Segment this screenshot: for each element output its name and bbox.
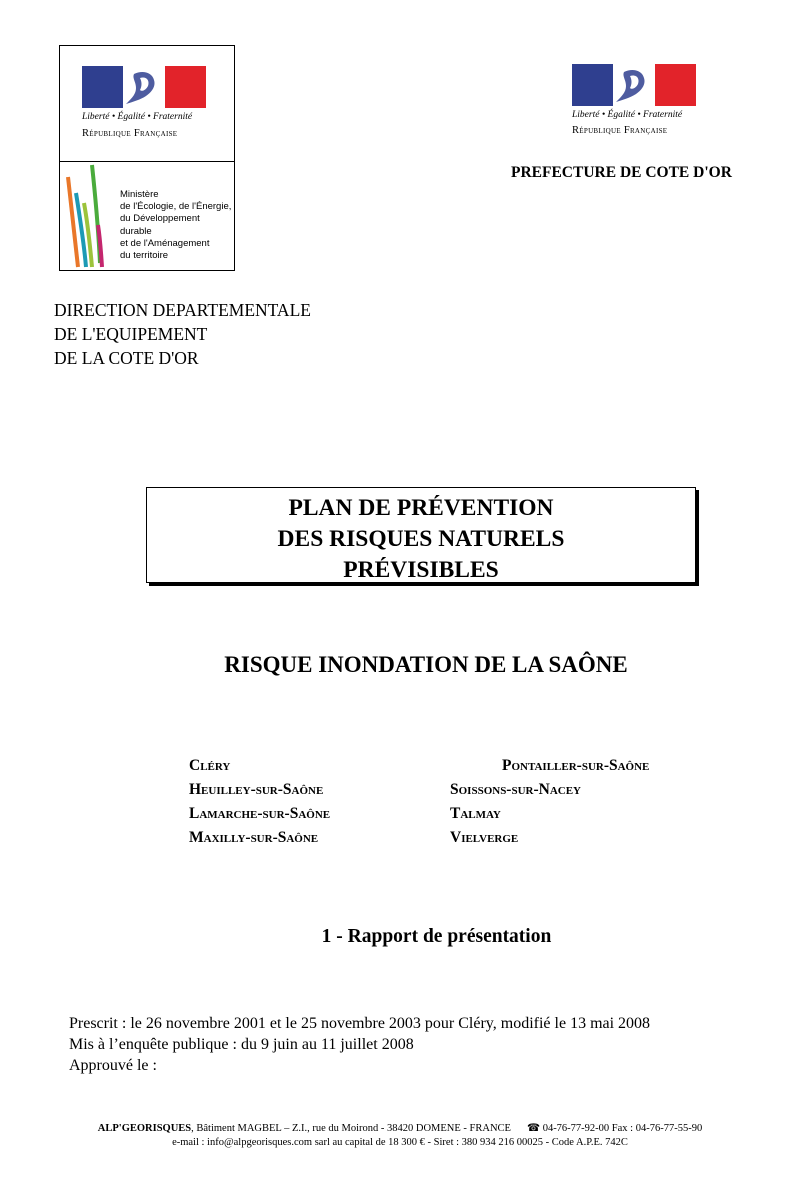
prefecture-name: PREFECTURE DE COTE D'OR	[511, 164, 732, 181]
title-line: PLAN DE PRÉVENTION	[288, 495, 554, 521]
title-line: DES RISQUES NATURELS	[277, 526, 565, 552]
ministry-logo-block	[59, 45, 235, 271]
footer-contact: e-mail : info@alpgeorisques.com sarl au capital de 18 300 € - Siret : 380 934 216 00025 - Code A.P.E. 742C	[172, 1137, 628, 1148]
commune-name: Vielverge	[450, 829, 519, 846]
ministry-line: et de l'Aménagement	[120, 237, 210, 249]
motto-text: Liberté • Égalité • Fraternité	[572, 110, 683, 120]
approval-date: Approuvé le :	[69, 1057, 157, 1074]
procedure-dates	[69, 1013, 650, 1076]
public-inquiry-date: Mis à l’enquête publique : du 9 juin au 11 juillet 2008	[69, 1036, 414, 1053]
republic-text: République Française	[82, 128, 178, 139]
ministry-line: du territoire	[120, 250, 169, 262]
marianne-flag-logo	[82, 66, 206, 108]
direction-line: DE L'EQUIPEMENT	[54, 324, 208, 344]
direction-line: DE LA COTE D'OR	[54, 348, 199, 368]
motto-text: Liberté • Égalité • Fraternité	[82, 112, 193, 122]
logo-divider	[60, 161, 234, 162]
commune-name: Talmay	[450, 805, 501, 822]
commune-name: Lamarche-sur-Saône	[189, 805, 331, 822]
document-title-box	[146, 487, 696, 583]
prefecture-logo	[572, 64, 702, 144]
marianne-flag-logo	[572, 64, 696, 106]
company-name: ALP'GEORISQUES	[97, 1123, 192, 1134]
commune-name: Soissons-sur-Nacey	[450, 781, 582, 798]
ministry-line: de l'Écologie, de l'Énergie,	[120, 201, 232, 213]
commune-name: Maxilly-sur-Saône	[189, 829, 319, 846]
commune-name: Heuilley-sur-Saône	[189, 781, 324, 798]
company-address: , Bâtiment MAGBEL – Z.I., rue du Moirond - 38420 DOMENE - FRANCE	[191, 1123, 511, 1134]
ministry-name	[120, 189, 234, 262]
report-title: 1 - Rapport de présentation	[321, 926, 552, 947]
commune-name: Cléry	[189, 757, 231, 774]
direction-name	[54, 298, 311, 370]
ministry-line: du Développement durable	[120, 213, 200, 237]
title-line: PRÉVISIBLES	[343, 557, 499, 583]
ministry-line: Ministère	[120, 189, 159, 200]
footer-address	[0, 1122, 800, 1134]
prescription-date: Prescrit : le 26 novembre 2001 et le 25 novembre 2003 pour Cléry, modifié le 13 mai 2008	[69, 1015, 651, 1032]
ministry-stripes-icon	[62, 163, 118, 269]
commune-name: Pontailler-sur-Saône	[502, 757, 650, 774]
company-phone: ☎ 04-76-77-92-00 Fax : 04-76-77-55-90	[526, 1123, 703, 1134]
document-subtitle: RISQUE INONDATION DE LA SAÔNE	[224, 652, 628, 677]
republic-text: République Française	[572, 125, 668, 136]
direction-line: DIRECTION DEPARTEMENTALE	[54, 300, 311, 320]
